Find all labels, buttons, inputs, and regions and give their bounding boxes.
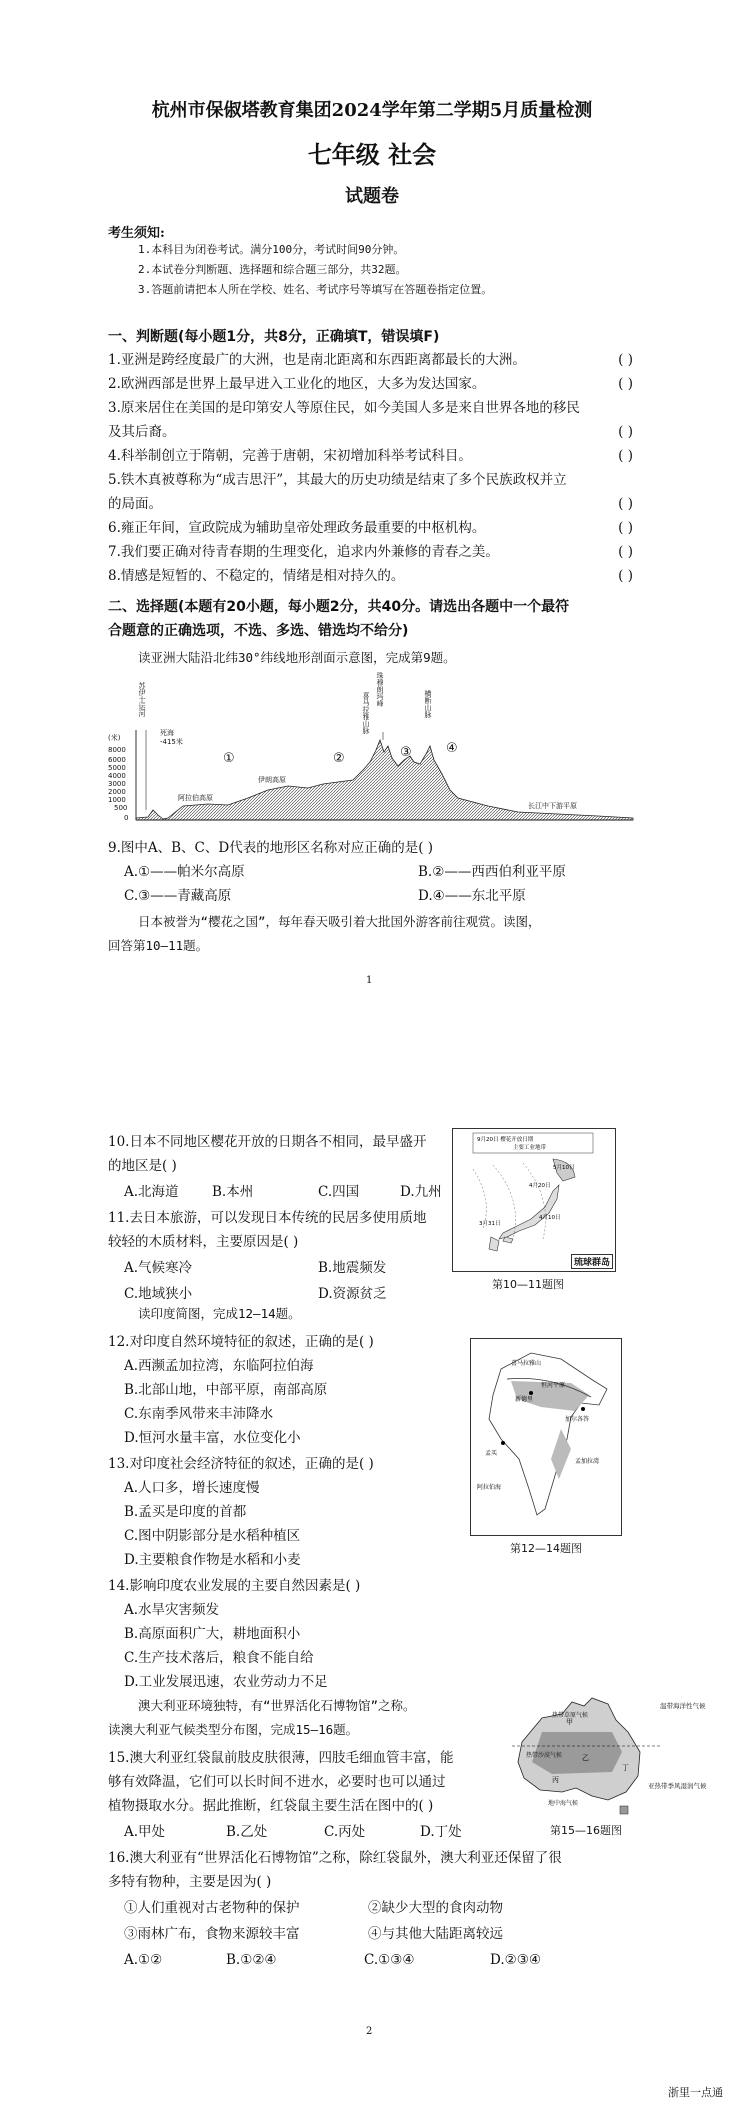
notice-list: [138, 240, 492, 300]
q15-option: A.甲处: [124, 1824, 166, 1840]
aus-legend-right-2: [648, 1782, 710, 1791]
q15-stem-cont: 够有效降温，它们可以长时间不进水，必要时也可以通过: [108, 1774, 446, 1790]
climate-label: 热带沙漠气候: [526, 1752, 563, 1759]
tick-label: 1000: [108, 796, 126, 804]
grade-subject: 七年级 社会: [307, 140, 437, 169]
q11-stem-cont: 较轻的木质材料，主要原因是( ): [108, 1234, 299, 1250]
q15-stem-cont: 植物摄取水分。据此推断，红袋鼠主要生活在图中的( ): [108, 1798, 434, 1814]
tick-label: 8000: [108, 746, 126, 754]
q11-option: B.地震频发: [318, 1260, 387, 1276]
q16-item: ④与其他大陆距离较远: [368, 1926, 503, 1942]
q15-intro-a: 澳大利亚环境独特，有“世界活化石博物馆”之称。: [138, 1698, 416, 1713]
q10-option: A.北海道: [124, 1184, 179, 1200]
japan-legend-1: 9月20日 樱花开放日期: [477, 1137, 534, 1143]
zone-bing: 丙: [552, 1776, 559, 1784]
date-label: 4月20日: [529, 1183, 551, 1189]
zone-jia: 甲: [566, 1718, 573, 1726]
date-label: 5月10日: [553, 1165, 575, 1171]
page-number: 1: [366, 975, 373, 986]
q15-option: C.丙处: [324, 1824, 366, 1840]
q9-stem: 9.图中A、B、C、D代表的地形区名称对应正确的是( ): [108, 840, 434, 856]
india-label: 孟买: [485, 1450, 498, 1457]
q16-option: D.②③④: [490, 1952, 541, 1968]
q9-intro: 读亚洲大陆沿北纬30°纬线地形剖面示意图，完成第9题。: [138, 650, 456, 665]
zone-yi: 乙: [582, 1754, 589, 1762]
q9-option: A.①——帕米尔高原: [124, 864, 245, 880]
y-axis-unit: (米): [108, 734, 121, 742]
q12-option: B.北部山地，中部平原，南部高原: [124, 1382, 328, 1398]
exam-title: 杭州市保俶塔教育集团2024学年第二学期5月质量检测: [151, 100, 593, 121]
marker-1: ①: [223, 751, 235, 766]
q13-option: C.图中阴影部分是水稻种植区: [124, 1528, 301, 1544]
india-label: 喜马拉雅山: [511, 1360, 542, 1367]
q13-option: A.人口多，增长速度慢: [124, 1480, 260, 1496]
q16-option: B.①②④: [226, 1952, 277, 1968]
tf-question: 6.雍正年间，宣政院成为辅助皇帝处理政务最重要的中枢机构。: [108, 520, 486, 536]
iran-plateau-label: 伊朗高原: [258, 776, 286, 784]
q9-option: C.③——青藏高原: [124, 888, 232, 904]
q10-intro-b: 回答第10—11题。: [108, 938, 209, 953]
india-label: 恒河平原: [541, 1382, 566, 1389]
isoline: [493, 1165, 516, 1239]
date-label: 3月31日: [479, 1221, 501, 1227]
new-delhi-dot: [529, 1391, 533, 1395]
india-map-svg: [471, 1339, 621, 1535]
tick-label: 500: [114, 804, 128, 812]
japan-map-svg: [453, 1129, 615, 1271]
zone-ding: 丁: [622, 1764, 629, 1772]
kyushu-shape: [489, 1237, 499, 1251]
tick-label: 4000: [108, 772, 126, 780]
tf-question: 1.亚洲是跨经度最广的大洲，也是南北距离和东西距离都最长的大洲。: [108, 352, 526, 368]
mumbai-dot: [501, 1441, 505, 1445]
suez-canal-label: 苏伊士运河: [138, 682, 146, 717]
climate-label: 热带草原气候: [552, 1712, 589, 1719]
tick-label: 0: [124, 814, 129, 822]
q10-stem-cont: 的地区是( ): [108, 1158, 177, 1174]
tick-label: 2000: [108, 788, 126, 796]
climate-label: 温带海洋性气候: [660, 1702, 706, 1710]
q10-option: B.本州: [212, 1184, 254, 1200]
japan-legend-2: 主要工业地带: [513, 1145, 547, 1151]
shikoku-shape: [503, 1237, 513, 1243]
india-map: [470, 1338, 622, 1536]
q12-option: A.西濒孟加拉湾，东临阿拉伯海: [124, 1358, 314, 1374]
india-map-caption: 第12—14题图: [510, 1542, 582, 1555]
arab-plateau-label: 阿拉伯高原: [178, 794, 213, 802]
answer-paren: ( ): [618, 376, 633, 392]
q13-option: D.主要粮食作物是水稻和小麦: [124, 1552, 301, 1568]
himalaya-label: 喜马拉雅山脉: [362, 692, 370, 734]
section2-title-b: 合题意的正确选项，不选、多选、错选均不给分): [108, 623, 409, 639]
q11-option: A.气候寒冷: [124, 1260, 193, 1276]
tf-question-cont: 的局面。: [108, 496, 162, 512]
q15-stem: 15.澳大利亚红袋鼠前肢皮肤很薄，四肢毛细血管丰富，能: [108, 1750, 454, 1766]
tf-question: 7.我们要正确对待青春期的生理变化，追求内外兼修的青春之美。: [108, 544, 499, 560]
q14-option: D.工业发展迅速，农业劳动力不足: [124, 1674, 328, 1690]
marker-4: ④: [446, 741, 458, 756]
everest-label: 珠穆朗玛峰: [376, 672, 384, 707]
ryukyu-badge: 琉球群岛: [571, 1254, 613, 1269]
date-label: 4月10日: [539, 1215, 561, 1221]
q11-option: C.地域狭小: [124, 1286, 193, 1302]
answer-paren: ( ): [618, 352, 633, 368]
india-label: 加尔各答: [565, 1416, 590, 1423]
tf-question: 8.情感是短暂的、不稳定的，情绪是相对持久的。: [108, 568, 405, 584]
tf-question: 2.欧洲西部是世界上最早进入工业化的地区，大多为发达国家。: [108, 376, 486, 392]
marker-2: ②: [333, 751, 345, 766]
q15-option: B.乙处: [226, 1824, 268, 1840]
honshu-shape: [499, 1185, 559, 1239]
kolkata-dot: [581, 1407, 585, 1411]
india-label: 孟加拉湾: [575, 1458, 600, 1465]
q14-stem: 14.影响印度农业发展的主要自然因素是( ): [108, 1578, 361, 1594]
india-label: 阿拉伯海: [477, 1484, 502, 1491]
q11-stem: 11.去日本旅游，可以发现日本传统的民居多使用质地: [108, 1210, 427, 1226]
watermark: 浙里一点通: [668, 2086, 723, 2099]
q12-option: D.恒河水量丰富，水位变化小: [124, 1430, 301, 1446]
notice-heading: 考生须知:: [108, 226, 165, 241]
climate-label: 亚热带季风湿润气候: [648, 1782, 707, 1790]
notice-item: 3.答题前请把本人所在学校、姓名、考试序号等填写在答题卷指定位置。: [138, 283, 493, 296]
dead-sea-altitude: -415米: [160, 738, 183, 746]
tf-question: 3.原来居住在美国的是印第安人等原住民，如今美国人多是来自世界各地的移民: [108, 400, 580, 416]
q16-stem: 16.澳大利亚有“世界活化石博物馆”之称，除红袋鼠外，澳大利亚还保留了很: [108, 1850, 562, 1866]
q11-option: D.资源贫乏: [318, 1286, 387, 1302]
answer-paren: ( ): [618, 448, 633, 464]
answer-paren: ( ): [618, 568, 633, 584]
tf-question: 5.铁木真被尊称为“成吉思汗”，其最大的历史功绩是结束了多个民族政权并立: [108, 472, 567, 488]
tick-label: 3000: [108, 780, 126, 788]
q9-option: D.④——东北平原: [418, 888, 526, 904]
marker-3: ③: [400, 745, 412, 760]
section2-title-a: 二、选择题(本题有20小题，每小题2分，共40分。请选出各题中一个最符: [108, 599, 570, 615]
tf-question: 4.科举制创立于隋朝，完善于唐朝，宋初增加科举考试科目。: [108, 448, 472, 464]
q16-item: ③雨林广布，食物来源较丰富: [124, 1926, 300, 1942]
section1-title: 一、判断题(每小题1分，共8分，正确填T，错误填F): [108, 329, 440, 345]
tick-label: 5000: [108, 764, 126, 772]
yangtze-plain-label: 长江中下游平原: [528, 802, 577, 810]
answer-paren: ( ): [618, 496, 633, 512]
japan-map-caption: 第10—11题图: [492, 1278, 564, 1291]
answer-paren: ( ): [618, 544, 633, 560]
tick-label: 6000: [108, 756, 126, 764]
aus-legend-right: [660, 1702, 706, 1711]
australia-map: [512, 1692, 660, 1816]
q16-stem-cont: 多特有物种，主要是因为( ): [108, 1874, 272, 1890]
q10-stem: 10.日本不同地区樱花开放的日期各不相同，最早盛开: [108, 1134, 427, 1150]
q14-option: B.高原面积广大，耕地面积小: [124, 1626, 301, 1642]
tf-question-cont: 及其后裔。: [108, 424, 176, 440]
q14-option: C.生产技术落后，粮食不能自给: [124, 1650, 314, 1666]
india-label: 新德里: [515, 1396, 534, 1403]
q16-option: C.①③④: [364, 1952, 415, 1968]
answer-paren: ( ): [618, 520, 633, 536]
q10-option: C.四国: [318, 1184, 360, 1200]
q13-stem: 13.对印度社会经济特征的叙述，正确的是( ): [108, 1456, 374, 1472]
section1-questions: [108, 348, 633, 588]
india-outline: [489, 1353, 607, 1515]
answer-paren: ( ): [618, 424, 633, 440]
q16-item: ①人们重视对古老物种的保护: [124, 1900, 300, 1916]
australia-map-caption: 第15—16题图: [550, 1824, 622, 1837]
terrain-profile-figure: [108, 670, 638, 830]
q9-option: B.②——西西伯利亚平原: [418, 864, 566, 880]
page-number: 2: [366, 2026, 373, 2037]
q12-option: C.东南季风带来丰沛降水: [124, 1406, 274, 1422]
climate-label: 地中海气候: [548, 1800, 579, 1807]
q12-stem: 12.对印度自然环境特征的叙述，正确的是( ): [108, 1334, 374, 1350]
hengduan-label: 横断山脉: [424, 690, 432, 718]
q10-intro-a: 日本被誉为“樱花之国”，每年春天吸引着大批国外游客前往观赏。读图，: [138, 914, 541, 929]
q15-intro-b: 读澳大利亚气候类型分布图，完成15—16题。: [108, 1722, 359, 1737]
notice-item: 2.本试卷分判断题、选择题和综合题三部分，共32题。: [138, 263, 407, 276]
dead-sea-label: 死海: [160, 729, 174, 737]
q13-option: B.孟买是印度的首都: [124, 1504, 247, 1520]
japan-map: [452, 1128, 616, 1272]
q15-option: D.丁处: [420, 1824, 462, 1840]
paper-label: 试题卷: [345, 186, 399, 207]
q16-item: ②缺少大型的食肉动物: [368, 1900, 503, 1916]
q10-option: D.九州: [400, 1184, 442, 1200]
q14-option: A.水旱灾害频发: [124, 1602, 220, 1618]
isoline: [473, 1169, 486, 1229]
tasmania-shape: [620, 1806, 628, 1814]
q12-intro: 读印度简图，完成12—14题。: [138, 1306, 301, 1321]
notice-item: 1.本科目为闭卷考试。满分100分，考试时间90分钟。: [138, 243, 405, 256]
q16-option: A.①②: [124, 1952, 163, 1968]
